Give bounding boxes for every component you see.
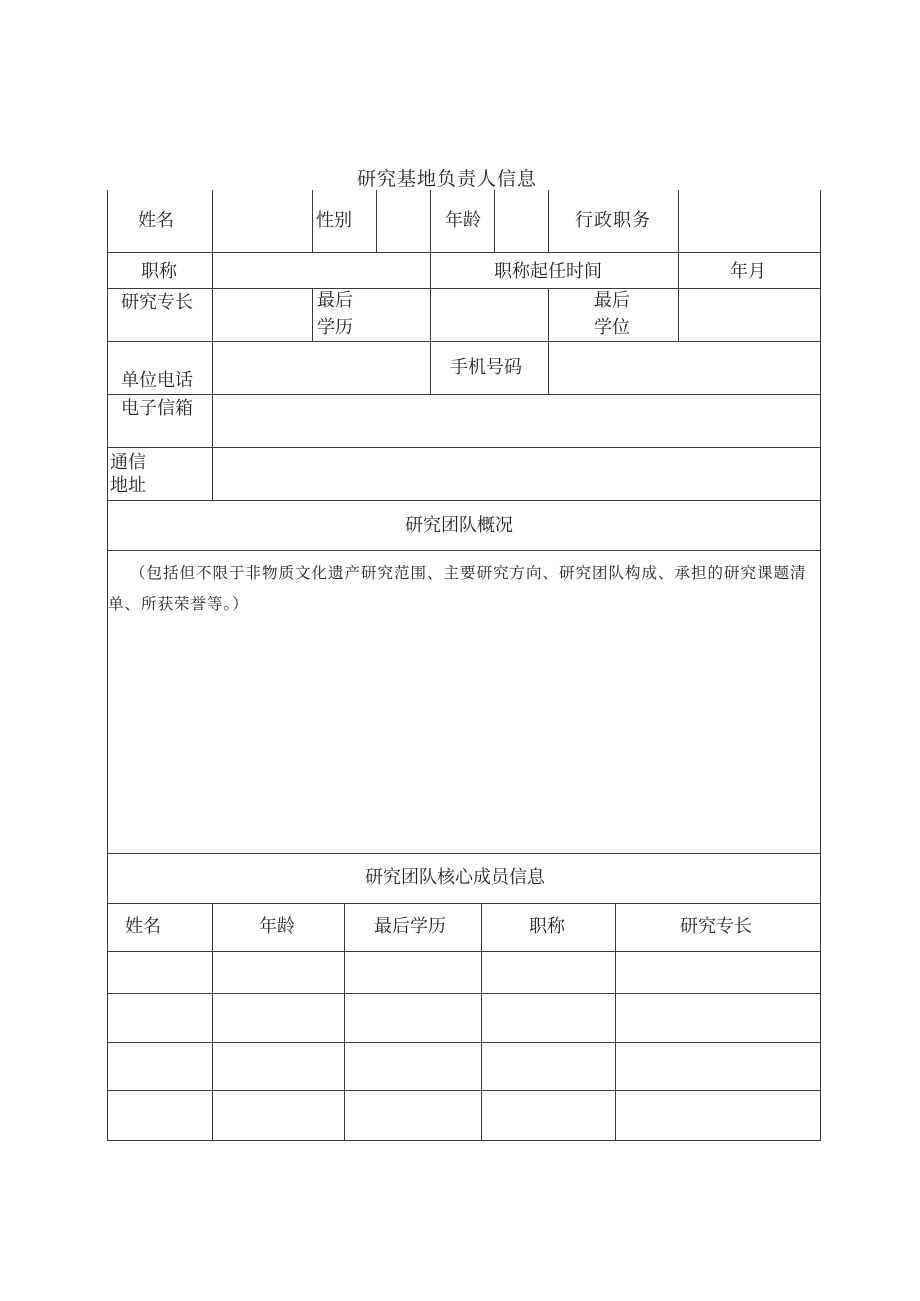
address-label-line2: 地址: [110, 475, 146, 496]
column-header-title: 职称: [529, 916, 565, 937]
last-degree-label-line1: 最后: [594, 290, 630, 311]
column-header-specialty: 研究专长: [680, 916, 752, 937]
mobile-label: 手机号码: [450, 357, 522, 378]
email-label: 电子信箱: [121, 398, 193, 419]
team-overview-note: [108, 558, 820, 620]
name-label: 姓名: [138, 210, 174, 231]
column-header-age: 年龄: [259, 916, 295, 937]
last-degree-label-line2: 学位: [594, 317, 630, 338]
year-month-label: 年月: [730, 261, 766, 282]
title-start-time-label: 职称起任时间: [494, 261, 602, 282]
form-title: 研究基地负责人信息: [356, 168, 537, 190]
team-overview-note-text: （包括但不限于非物质文化遗产研究范围、主要研究方向、研究团队构成、承担的研究课题清单、所获荣誉等。）: [108, 564, 807, 613]
core-members-heading: 研究团队核心成员信息: [365, 867, 545, 888]
last-education-label-line2: 学历: [317, 317, 353, 338]
specialty-label: 研究专长: [121, 292, 193, 313]
column-header-last-education: 最后学历: [374, 916, 446, 937]
gender-label: 性别: [316, 210, 352, 231]
column-header-name: 姓名: [125, 916, 161, 937]
work-phone-label: 单位电话: [121, 370, 193, 391]
admin-post-label: 行政职务: [575, 210, 651, 231]
last-education-label-line1: 最后: [317, 290, 353, 311]
address-label-line1: 通信: [110, 452, 146, 473]
age-label: 年龄: [445, 210, 481, 231]
title-label: 职称: [141, 261, 177, 282]
team-overview-heading: 研究团队概况: [405, 515, 513, 536]
